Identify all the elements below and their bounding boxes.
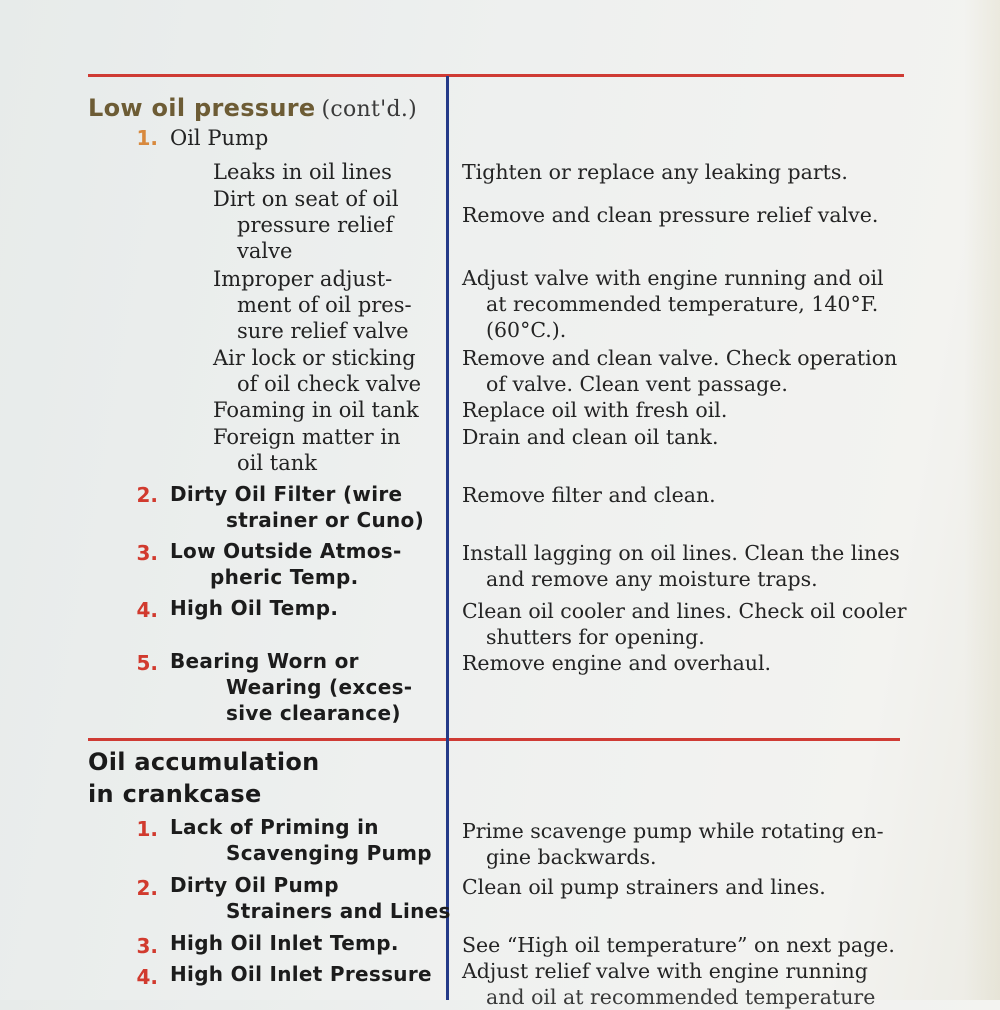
item-line: High Oil Temp. xyxy=(170,596,339,620)
remedy-text xyxy=(462,345,897,397)
item-line: pheric Temp. xyxy=(210,565,359,589)
item-line: Scavenging Pump xyxy=(226,841,432,865)
remedy-line: Clean oil pump strainers and lines. xyxy=(462,875,826,899)
remedy-line: and oil at recommended temperature xyxy=(486,985,876,1009)
remedy-line: (60°C.). xyxy=(486,318,567,342)
remedy-line: See “High oil temperature” on next page. xyxy=(462,933,895,957)
cause-line: Foreign matter in xyxy=(213,425,401,449)
item-line: High Oil Inlet Temp. xyxy=(170,931,399,955)
heading-line: Oil accumulation xyxy=(88,748,320,776)
cause-line: Foaming in oil tank xyxy=(213,398,419,422)
item-label xyxy=(170,648,412,726)
remedy-text xyxy=(462,202,878,228)
remedy-line: of valve. Clean vent passage. xyxy=(486,372,788,396)
remedy-line: Prime scavenge pump while rotating en- xyxy=(462,819,884,843)
remedy-line: at recommended temperature, 140°F. xyxy=(486,292,879,316)
item-number: 2. xyxy=(136,483,158,507)
item-number: 4. xyxy=(136,598,158,622)
page-edge-shadow xyxy=(964,0,1000,1000)
cause-line: of oil check valve xyxy=(237,372,422,396)
cause-line: Improper adjust- xyxy=(213,267,393,291)
item-line: Wearing (exces- xyxy=(226,675,413,699)
remedy-text xyxy=(462,424,718,450)
item-line: Strainers and Lines xyxy=(226,899,451,923)
cause-line: Air lock or sticking xyxy=(213,346,416,370)
remedy-text xyxy=(462,265,884,343)
cause-line: sure relief valve xyxy=(237,319,409,343)
remedy-line: Drain and clean oil tank. xyxy=(462,425,719,449)
item-label: Oil Pump xyxy=(170,126,269,150)
remedy-text xyxy=(462,159,848,185)
cause-label xyxy=(213,186,399,264)
remedy-line: and remove any moisture traps. xyxy=(486,567,818,591)
column-divider xyxy=(446,76,449,1000)
remedy-line: Remove and clean pressure relief valve. xyxy=(462,203,879,227)
section-heading-low-oil-pressure xyxy=(88,94,417,122)
item-number: 5. xyxy=(136,651,158,675)
item-label xyxy=(170,814,432,866)
cause-label xyxy=(213,266,412,344)
cause-line: Leaks in oil lines xyxy=(213,160,392,184)
item-line: strainer or Cuno) xyxy=(226,508,425,532)
remedy-line: Replace oil with fresh oil. xyxy=(462,398,728,422)
item-number: 2. xyxy=(136,876,158,900)
remedy-text xyxy=(462,958,875,1010)
remedy-text xyxy=(462,397,727,423)
item-line: Dirty Oil Pump xyxy=(170,873,339,897)
remedy-text xyxy=(462,874,826,900)
item-line: Low Outside Atmos- xyxy=(170,539,402,563)
cause-line: ment of oil pres- xyxy=(237,293,412,317)
item-label xyxy=(170,538,402,590)
item-number: 3. xyxy=(136,541,158,565)
remedy-line: Tighten or replace any leaking parts. xyxy=(462,160,848,184)
remedy-text xyxy=(462,482,716,508)
item-number: 4. xyxy=(136,965,158,989)
remedy-line: Clean oil cooler and lines. Check oil cooler xyxy=(462,599,907,623)
item-line: Lack of Priming in xyxy=(170,815,379,839)
cause-label xyxy=(213,397,419,423)
cause-line: oil tank xyxy=(237,451,317,475)
cause-line: pressure relief xyxy=(237,213,394,237)
remedy-line: Install lagging on oil lines. Clean the lines xyxy=(462,541,900,565)
remedy-text xyxy=(462,598,907,650)
item-line: Dirty Oil Filter (wire xyxy=(170,482,403,506)
remedy-line: Adjust relief valve with engine running xyxy=(462,959,868,983)
item-number: 1. xyxy=(136,817,158,841)
remedy-line: Remove engine and overhaul. xyxy=(462,651,772,675)
cause-label xyxy=(213,424,401,476)
section-heading-oil-accumulation xyxy=(88,746,320,810)
heading-text: Low oil pressure xyxy=(88,94,316,122)
remedy-text xyxy=(462,818,884,870)
item-label xyxy=(170,961,432,987)
cause-line: valve xyxy=(237,239,293,263)
remedy-line: shutters for opening. xyxy=(486,625,705,649)
remedy-line: Remove filter and clean. xyxy=(462,483,716,507)
cause-line: Dirt on seat of oil xyxy=(213,187,399,211)
heading-line: in crankcase xyxy=(88,780,262,808)
item-number: 3. xyxy=(136,934,158,958)
item-label xyxy=(170,872,451,924)
remedy-text xyxy=(462,540,900,592)
item-line: High Oil Inlet Pressure xyxy=(170,962,432,986)
item-number: 1. xyxy=(136,126,158,150)
item-label xyxy=(170,481,424,533)
section-divider-middle xyxy=(88,738,900,741)
item-label xyxy=(170,595,338,621)
item-line: Bearing Worn or xyxy=(170,649,359,673)
heading-suffix: (cont'd.) xyxy=(321,97,418,122)
remedy-text xyxy=(462,650,771,676)
cause-label xyxy=(213,159,392,185)
item-line: sive clearance) xyxy=(226,701,401,725)
remedy-line: Adjust valve with engine running and oil xyxy=(462,266,884,290)
item-label xyxy=(170,930,399,956)
cause-label xyxy=(213,345,421,397)
remedy-line: Remove and clean valve. Check operation xyxy=(462,346,898,370)
section-divider-top xyxy=(88,74,904,77)
remedy-text xyxy=(462,932,895,958)
remedy-line: gine backwards. xyxy=(486,845,657,869)
